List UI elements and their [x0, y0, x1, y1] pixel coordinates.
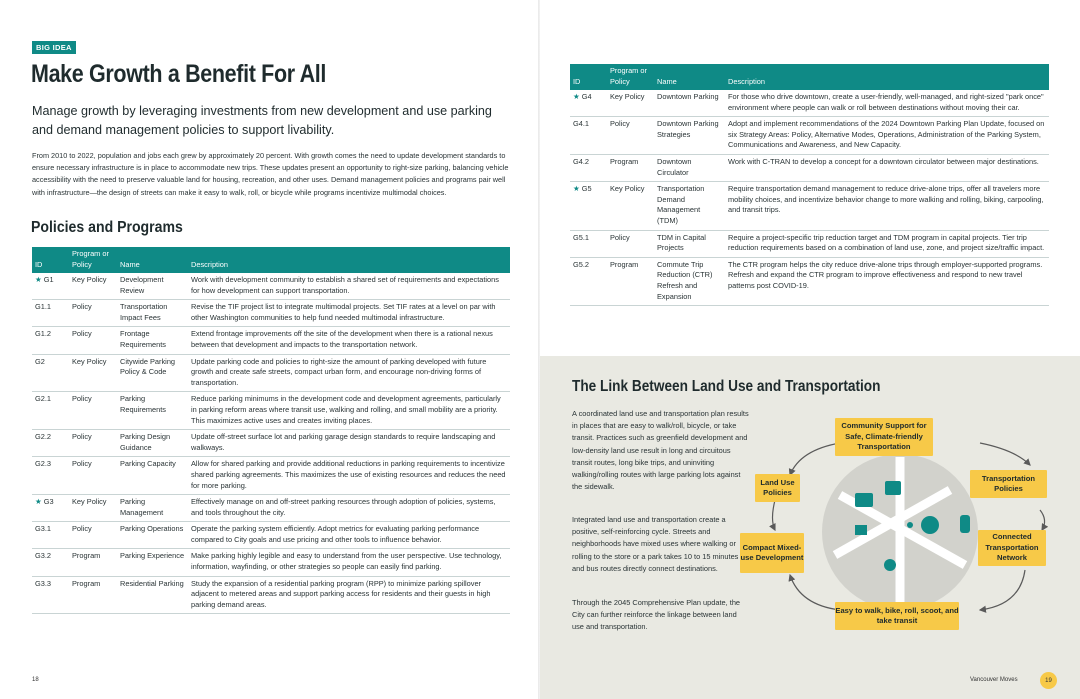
page-title: Make Growth a Benefit For All: [31, 60, 327, 88]
row-description: Study the expansion of a residential parking program (RPP) to minimize parking spillover adjacent to metered areas and support parking access for residents and their guests in high parking demand areas.: [188, 576, 510, 614]
row-id: [32, 576, 69, 614]
row-type: Policy: [607, 230, 654, 257]
row-type: Policy: [69, 300, 117, 327]
row-id: [570, 90, 607, 117]
table-row: [32, 457, 510, 495]
header-type: Program or Policy: [69, 247, 117, 273]
row-name: Citywide Parking Policy & Code: [117, 354, 188, 392]
table-row: [32, 354, 510, 392]
row-id-text: G5.2: [573, 259, 590, 269]
traffic-signal-icon: [960, 515, 970, 533]
row-id-text: G5: [581, 184, 592, 194]
header-type: Program or Policy: [607, 64, 654, 90]
row-name: Parking Experience: [117, 549, 188, 576]
transportation-policies-box: Transportation Policies: [970, 470, 1047, 498]
header-id: ID: [32, 247, 69, 273]
row-id: [32, 522, 69, 549]
row-id: [32, 300, 69, 327]
row-description: Allow for shared parking and provide additional reductions in parking requirements to incentivize shared parking agreements. This maximizes the use of existing resources and reduces the need for more parking.: [188, 457, 510, 495]
row-id: [570, 257, 607, 305]
row-type: Key Policy: [607, 182, 654, 230]
row-id: [570, 154, 607, 181]
row-type: Key Policy: [69, 273, 117, 300]
row-type: Policy: [69, 457, 117, 495]
land-use-policies-box: Land Use Policies: [755, 474, 800, 502]
row-name: TDM in Capital Projects: [654, 230, 725, 257]
row-type: Policy: [69, 327, 117, 354]
row-id: [32, 495, 69, 522]
header-description: Description: [188, 247, 510, 273]
checkmark-icon: [921, 516, 939, 534]
table-row: [32, 495, 510, 522]
row-type: Key Policy: [69, 495, 117, 522]
row-id-text: G2: [35, 356, 45, 366]
row-id-text: G1: [43, 275, 54, 284]
table-row: [32, 576, 510, 614]
table-row: [570, 182, 1049, 230]
footer-label: Vancouver Moves: [970, 677, 1018, 683]
row-type: Policy: [69, 522, 117, 549]
row-description: Adopt and implement recommendations of the 2024 Downtown Parking Plan Update, focused on six Strategy Areas: Policy, Alternative Modes, Operations, Administration of the Parking System, Communications and Awareness, and New Capacity.: [725, 117, 1049, 155]
row-id-text: G2.2: [35, 432, 52, 442]
row-description: Work with development community to establish a shared set of requirements and expectations for how development can support transportation.: [188, 273, 510, 300]
page-number-badge: 19: [1040, 672, 1057, 689]
page-subtitle: Manage growth by leveraging investments from new development and use parking and demand management policies to support livability.: [32, 104, 492, 137]
row-id-text: G4.1: [573, 119, 590, 129]
row-id: [570, 117, 607, 155]
connected-network-box: Connected Transportation Network: [978, 530, 1046, 566]
table-row: [570, 257, 1049, 305]
panel-paragraph-3: Through the 2045 Comprehensive Plan update, the City can further reinforce the linkage between land use and transportation.: [572, 598, 741, 632]
row-description: Revise the TIF project list to integrate multimodal projects. Set TIF rates at a level on par with other Washington communities to help fund needed multimodal infrastructure.: [188, 300, 510, 327]
easy-transit-box: Easy to walk, bike, roll, scoot, and take transit: [835, 602, 959, 630]
right-page: [540, 0, 1080, 699]
row-name: Frontage Requirements: [117, 327, 188, 354]
row-name: Parking Management: [117, 495, 188, 522]
row-description: For those who drive downtown, create a user-friendly, well-managed, and right-sized "park once" environment where people can walk or roll between destinations without moving their car.: [725, 90, 1049, 117]
table-row: [32, 430, 510, 457]
row-description: Require transportation demand management to reduce drive-alone trips, offer all travelers more mobility choices, and incentivize behavior change to more walking and rolling, biking, carpooling, and transit trips.: [725, 182, 1049, 230]
row-name: Parking Requirements: [117, 392, 188, 430]
row-id-text: G3.2: [35, 551, 52, 561]
row-type: Policy: [607, 117, 654, 155]
row-type: Program: [69, 549, 117, 576]
row-id: [570, 230, 607, 257]
row-id-text: G4: [581, 92, 592, 101]
building-icon: [855, 525, 867, 535]
key-star-icon: ★: [35, 497, 42, 507]
community-support-box: Community Support for Safe, Climate-friendly Transportation: [835, 418, 933, 456]
intro-paragraph: From 2010 to 2022, population and jobs each grew by approximately 20 percent. With growth comes the need to update development standards to ensure necessary infrastructure is in place to accommodate new trips. These updates present an opportunity to right-size parking, balancing vehicle accessibility with the need to preserve valuable land for housing, recreation, and other uses. Demand management policies and programs pair well with infrastructure—the design of streets can make it easy to walk, roll, or bicycle while programs incentivize multimodal choices.: [32, 151, 509, 197]
key-star-icon: ★: [573, 92, 580, 101]
table-row: [570, 230, 1049, 257]
row-name: Downtown Circulator: [654, 154, 725, 181]
row-id-text: G2.3: [35, 459, 52, 469]
row-name: Parking Capacity: [117, 457, 188, 495]
table-row: [570, 154, 1049, 181]
row-type: Key Policy: [607, 90, 654, 117]
row-id-text: G1.1: [35, 302, 52, 312]
row-type: Program: [69, 576, 117, 614]
table-row: [32, 273, 510, 300]
row-id: [570, 182, 607, 230]
section-title: Policies and Programs: [31, 219, 183, 236]
wheelchair-icon: [884, 559, 896, 571]
panel-title: The Link Between Land Use and Transportation: [572, 378, 881, 395]
row-name: Downtown Parking: [654, 90, 725, 117]
panel-paragraph-1: A coordinated land use and transportation plan results in places that are easy to walk/roll, bicycle, or take transit. Practices such as greenfield development and low-density land use result in long and circuitous transit routes, long bike trips, and uninviting walking/rolling routes with large parking lots against the sidewalk.: [572, 409, 749, 492]
header-name: Name: [117, 247, 188, 273]
row-description: Reduce parking minimums in the development code and development agreements, particularly in parking reform areas where transit use, walking and rolling, and small mobility are a priority. This maximizes active uses and creates inviting places.: [188, 392, 510, 430]
row-id-text: G2.1: [35, 394, 52, 404]
policies-table-left: [32, 247, 510, 614]
row-description: Require a project-specific trip reduction target and TDM program in capital projects. Tier trip reduction requirements based on a combination of land use, zone, and project size/traffic impact.: [725, 230, 1049, 257]
bus-icon: [855, 493, 873, 507]
policies-table-right: [570, 64, 1049, 306]
row-description: Effectively manage on and off-street parking resources through adoption of policies, systems, and tools throughout the city.: [188, 495, 510, 522]
big-idea-tag: BIG IDEA: [32, 41, 76, 54]
row-id-text: G3.3: [35, 578, 52, 588]
row-id-text: G5.1: [573, 232, 590, 242]
row-type: Key Policy: [69, 354, 117, 392]
row-id: [32, 549, 69, 576]
table-row: [32, 392, 510, 430]
header-id: ID: [570, 64, 607, 90]
row-type: Program: [607, 154, 654, 181]
row-id: [32, 327, 69, 354]
row-type: Policy: [69, 430, 117, 457]
table-row: [570, 90, 1049, 117]
row-name: Commute Trip Reduction (CTR) Refresh and Expansion: [654, 257, 725, 305]
pedestrian-icon: [907, 522, 913, 528]
row-name: Parking Design Guidance: [117, 430, 188, 457]
row-id: [32, 392, 69, 430]
row-name: Development Review: [117, 273, 188, 300]
row-name: Transportation Impact Fees: [117, 300, 188, 327]
row-type: Program: [607, 257, 654, 305]
key-star-icon: ★: [35, 275, 42, 284]
row-description: Update parking code and policies to right-size the amount of parking developed with future growth and create safe streets, compact urban form, and encourage non-driving forms of transportation.: [188, 354, 510, 392]
row-description: Operate the parking system efficiently. Adopt metrics for evaluating parking performance compared to City goals and use pricing and other tools to influence behavior.: [188, 522, 510, 549]
table-header-row: [32, 247, 510, 273]
compact-development-box: Compact Mixed-use Development: [740, 533, 804, 573]
table-row: [32, 522, 510, 549]
header-name: Name: [654, 64, 725, 90]
page-number-left: 18: [32, 677, 39, 683]
row-id: [32, 354, 69, 392]
key-star-icon: ★: [573, 184, 580, 194]
table-row: [570, 117, 1049, 155]
row-name: Residential Parking: [117, 576, 188, 614]
row-id-text: G3: [43, 497, 54, 507]
table-row: [32, 327, 510, 354]
row-description: The CTR program helps the city reduce drive-alone trips through employer-supported programs. Refresh and expand the CTR program to improve effectiveness and respond to new travel patterns post COVID-19.: [725, 257, 1049, 305]
header-description: Description: [725, 64, 1049, 90]
row-id-text: G3.1: [35, 524, 52, 534]
row-description: Work with C-TRAN to develop a concept for a downtown circulator between major destinations.: [725, 154, 1049, 181]
row-description: Make parking highly legible and easy to understand from the user perspective. Use technology, information, wayfinding, or other strategies so people can easily find parking.: [188, 549, 510, 576]
table-header-row: [570, 64, 1049, 90]
table-row: [32, 300, 510, 327]
row-description: Update off-street surface lot and parking garage design standards to require landscaping and walkways.: [188, 430, 510, 457]
row-id-text: G4.2: [573, 156, 590, 166]
row-id: [32, 273, 69, 300]
panel-paragraph-2: Integrated land use and transportation create a positive, self-reinforcing cycle. Streets and neighborhoods have mixed uses where walking or rolling to the store or a park takes 10 to 15 minutes and bus routes directly connect destinations.: [572, 515, 739, 573]
bus-icon: [885, 481, 901, 495]
table-row: [32, 549, 510, 576]
row-name: Transportation Demand Management (TDM): [654, 182, 725, 230]
row-description: Extend frontage improvements off the site of the development when there is a rational nexus between that development and impacts to the transportation network.: [188, 327, 510, 354]
row-id: [32, 430, 69, 457]
row-name: Downtown Parking Strategies: [654, 117, 725, 155]
row-type: Policy: [69, 392, 117, 430]
row-id-text: G1.2: [35, 329, 52, 339]
row-id: [32, 457, 69, 495]
row-name: Parking Operations: [117, 522, 188, 549]
